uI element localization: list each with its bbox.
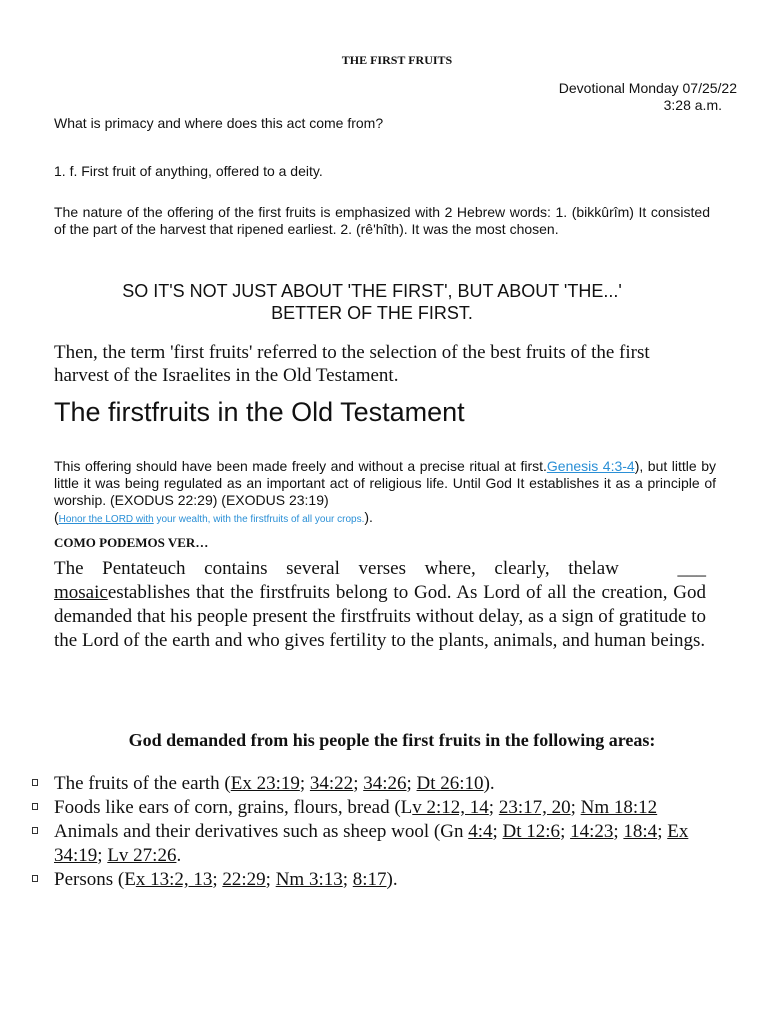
area-text: Foods like ears of corn, grains, flours, bread (L: [54, 797, 413, 818]
area-post: .: [176, 845, 182, 866]
emphasis-block: [54, 280, 690, 324]
definition-text: 1. f. First fruit of anything, offered to a deity.: [54, 163, 323, 179]
ref-link[interactable]: 22:29: [222, 869, 266, 890]
ref-link[interactable]: v 2:12, 14: [412, 797, 489, 818]
bullet-box-icon: [32, 803, 38, 810]
pentateuch-blank: ___: [677, 558, 706, 579]
ot-part-3: your wealth, with the firstfruits of all your crops.: [153, 514, 365, 525]
area-text: The fruits of the earth (: [54, 773, 231, 794]
bullet-box-icon: [32, 827, 38, 834]
date-line-1: Devotional Monday 07/25/22: [558, 80, 737, 96]
ref-link[interactable]: x 13:2, 13: [135, 869, 213, 890]
ref-link[interactable]: 34:22: [309, 773, 354, 794]
mosaic-word: mosaic: [54, 582, 108, 603]
ot-close: ).: [364, 509, 373, 525]
list-item: Persons (Ex 13:2, 13; 22:29; Nm 3:13; 8:17).: [32, 868, 722, 892]
ref-link[interactable]: 4:4: [468, 821, 493, 842]
ref-link[interactable]: 8:17: [352, 869, 387, 890]
ot-part-1: This offering should have been made freely and without a precise ritual at first.: [54, 458, 547, 474]
ref-link[interactable]: Ex 34:19: [54, 821, 689, 866]
areas-list: [32, 772, 722, 892]
bullet-box-icon: [32, 779, 38, 786]
ref-link[interactable]: 34:26: [363, 773, 407, 794]
ot-open-paren: (: [54, 509, 59, 525]
ref-link[interactable]: 23:17, 20: [498, 797, 571, 818]
date-block: [500, 80, 737, 114]
area-post: ).: [386, 869, 398, 890]
ot-part-2: ), but little by little it was being regulated as an important act of religious life. Until God It establishes it as a principle of worship. (EXODUS 22:29) (EXODUS 23:19): [54, 458, 716, 508]
bullet-box-icon: [32, 875, 38, 882]
selection-paragraph: Then, the term 'first fruits' referred to the selection of the best fruits of the first harvest of the Israelites in the Old Testament.: [54, 342, 650, 386]
pentateuch-paragraph: [54, 557, 706, 653]
areas-heading: God demanded from his people the first fruits in the following areas:: [128, 730, 656, 750]
date-line-2: 3:28 a.m.: [663, 97, 722, 113]
ref-link[interactable]: 14:23: [570, 821, 614, 842]
area-text: Animals and their derivatives such as sheep wool (Gn: [54, 821, 464, 842]
emphasis-line-2: BETTER OF THE FIRST.: [271, 303, 473, 323]
pentateuch-line-1: The Pentateuch contains several verses where, clearly, thelaw: [54, 558, 619, 579]
pentateuch-rest: establishes that the firstfruits belong to God. As Lord of all the creation, God demanded that his people present the firstfruits without delay, as a sign of gratitude to the Lord of the earth and who gives fertility to the plants, animals, and human beings.: [54, 582, 706, 651]
ref-link[interactable]: Nm 3:13: [275, 869, 343, 890]
ref-link[interactable]: 18:4: [623, 821, 658, 842]
genesis-link[interactable]: Genesis 4:3-4: [546, 458, 635, 474]
list-item: Animals and their derivatives such as sheep wool (Gn 4:4; Dt 12:6; 14:23; 18:4; Ex 34:19; Lv 27:26.: [32, 820, 722, 868]
list-item: Foods like ears of corn, grains, flours, bread (Lv 2:12, 14; 23:17, 20; Nm 18:12: [32, 796, 722, 820]
section-heading: The firstfruits in the Old Testament: [54, 397, 465, 427]
list-item: The fruits of the earth (Ex 23:19; 34:22; 34:26; Dt 26:10).: [32, 772, 722, 796]
honor-link[interactable]: Honor the LORD with: [58, 514, 154, 525]
como-heading: COMO PODEMOS VER…: [54, 535, 209, 550]
ref-link[interactable]: Nm 18:12: [580, 797, 658, 818]
area-text: Persons (E: [54, 869, 136, 890]
nature-paragraph: The nature of the offering of the first fruits is emphasized with 2 Hebrew words: 1. (bikkûrîm) It consisted of the part of the harvest that ripened earliest. 2. (rê'hîth). It was the most chosen.: [54, 204, 710, 237]
ref-link[interactable]: Lv 27:26: [107, 845, 177, 866]
ref-link[interactable]: Dt 26:10: [416, 773, 484, 794]
page-title: THE FIRST FRUITS: [341, 53, 453, 67]
ref-link[interactable]: Dt 12:6: [502, 821, 561, 842]
question-text: What is primacy and where does this act come from?: [54, 115, 384, 131]
area-post: ).: [483, 773, 495, 794]
ref-link[interactable]: Ex 23:19: [230, 773, 300, 794]
ot-paragraph: [54, 458, 716, 528]
emphasis-line-1: SO IT'S NOT JUST ABOUT 'THE FIRST', BUT ABOUT 'THE...': [122, 281, 622, 301]
